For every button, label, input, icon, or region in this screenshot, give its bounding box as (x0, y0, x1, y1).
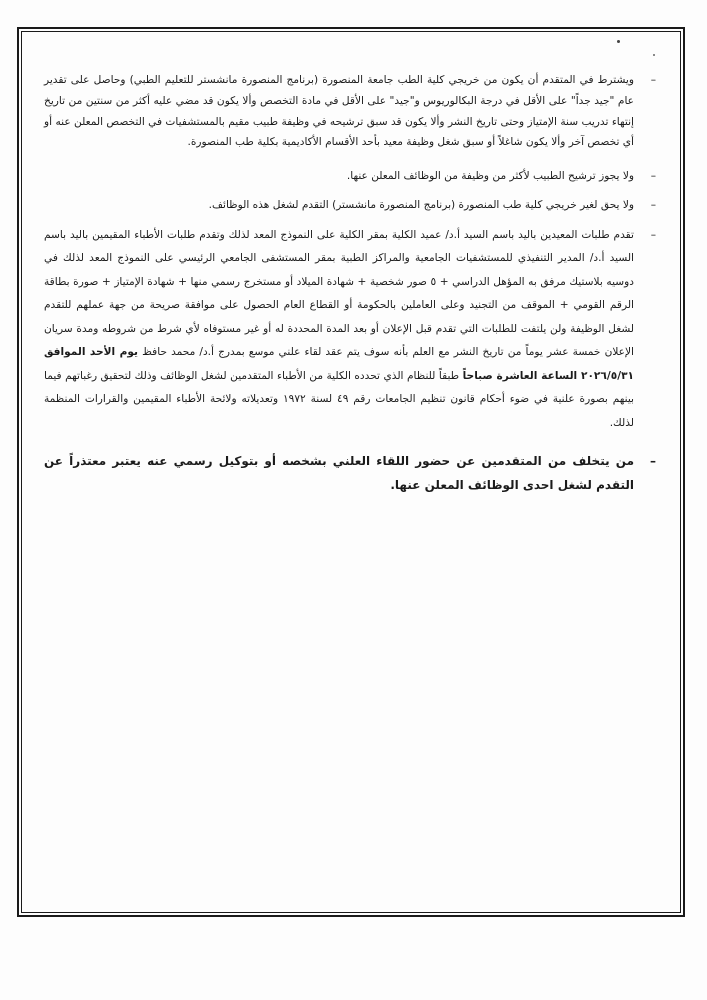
paragraph-text: ولا يجوز ترشيح الطبيب لأكثر من وظيفة من الوظائف المعلن عنها. (346, 170, 634, 183)
paragraph-application-submission (44, 224, 656, 436)
paragraph-text-start: تقدم طلبات المعيدين باليد باسم السيد أ.د/ عميد الكلية بمقر الكلية على النموذج المعد لذلك وتقدم طلبات الأطباء المقيمين باليد باسم السيد أ.د/ المدير التنفيذي للمستشفيات الجامعية والمراكز الطبية بمقر المستشفى الجامعي الرئيسي على النموذج المعد لذلك في دوسيه بلاستيك مرفق به المؤهل الدراسي + ٥ صور شخصية + شهادة الميلاد أو مستخرج رسمي منها + شهادة الإمتياز + صورة بطاقة الرقم القومي + الموقف من التجنيد وعلى العاملين بالحكومة أو القطاع العام الحصول على موافقة صريحة من جهة عملهم للتقدم لشغل الوظيفة ولن يلتفت للطلبات التي تقدم قبل الإعلان أو بعد المدة المحددة له أو غير مستوفاه لأي شرط من شروطه ومدة سريان الإعلان خمسة عشر يوماً من تاريخ النشر مع العلم بأنه سوف يتم عقد لقاء علني موسع بمدرج أ.د/ محمد حافظ (44, 228, 634, 359)
bullet-dash: – (650, 228, 656, 241)
paragraph-text: ولا يحق لغير خريجي كلية طب المنصورة (برنامج المنصورة مانشستر) التقدم لشغل هذه الوظائف. (208, 198, 634, 211)
paragraph-absence-warning (44, 449, 656, 497)
paragraph-single-nomination (44, 166, 656, 187)
paragraph-non-graduates (44, 195, 656, 216)
paragraph-eligibility (44, 70, 656, 153)
bullet-dash: – (650, 170, 656, 183)
bullet-dash: – (650, 74, 656, 86)
bullet-dash: – (650, 198, 656, 211)
scan-speck (653, 54, 655, 56)
scan-speck (617, 40, 620, 43)
paragraph-text: ويشترط في المتقدم أن يكون من خريجي كلية الطب جامعة المنصورة (برنامج المنصورة مانشستر للتعليم الطبي) وحاصل على تقدير عام "جيد جداً" على الأقل في درجة البكالوريوس و"جيد" على الأقل في مادة التخصص وألا يكون قد مضي عليه أكثر من سنتين من تاريخ إنتهاء تدريب سنة الإمتياز وحتى تاريخ النشر وألا يكون قد سبق ترشيحه في وظيفة طبيب مقيم بالمستشفيات في التخصص المعلن عنه أو أي تخصص آخر وألا يكون شاغلاً أو سبق شغل وظيفة معيد بأحد الأقسام الأكاديمية بكلية طب المنصورة. (44, 74, 634, 149)
paragraph-text: من يتخلف من المتقدمين عن حضور اللقاء العلني بشخصه أو بتوكيل رسمي عنه يعتبر معتذراً عن التقدم لشغل احدى الوظائف المعلن عنها. (44, 454, 634, 493)
paragraph-text-end: طبقاً للنظام الذي تحدده الكلية من الأطباء المتقدمين لشغل الوظائف وذلك لتحقيق رغباتهم فيما بينهم بصورة علنية في ضوء أحكام قانون تنظيم الجامعات رقم ٤٩ لسنة ١٩٧٢ وتعديلاته ولائحة الأطباء المقيمين والقرارات المنظمة لذلك. (44, 369, 634, 429)
document-body (44, 70, 656, 510)
meeting-date-highlight: يوم الأحد الموافق ٢٠٢٦/٥/٣١ الساعة العاشرة صباحاً (44, 346, 634, 382)
bullet-dash: – (650, 454, 656, 469)
